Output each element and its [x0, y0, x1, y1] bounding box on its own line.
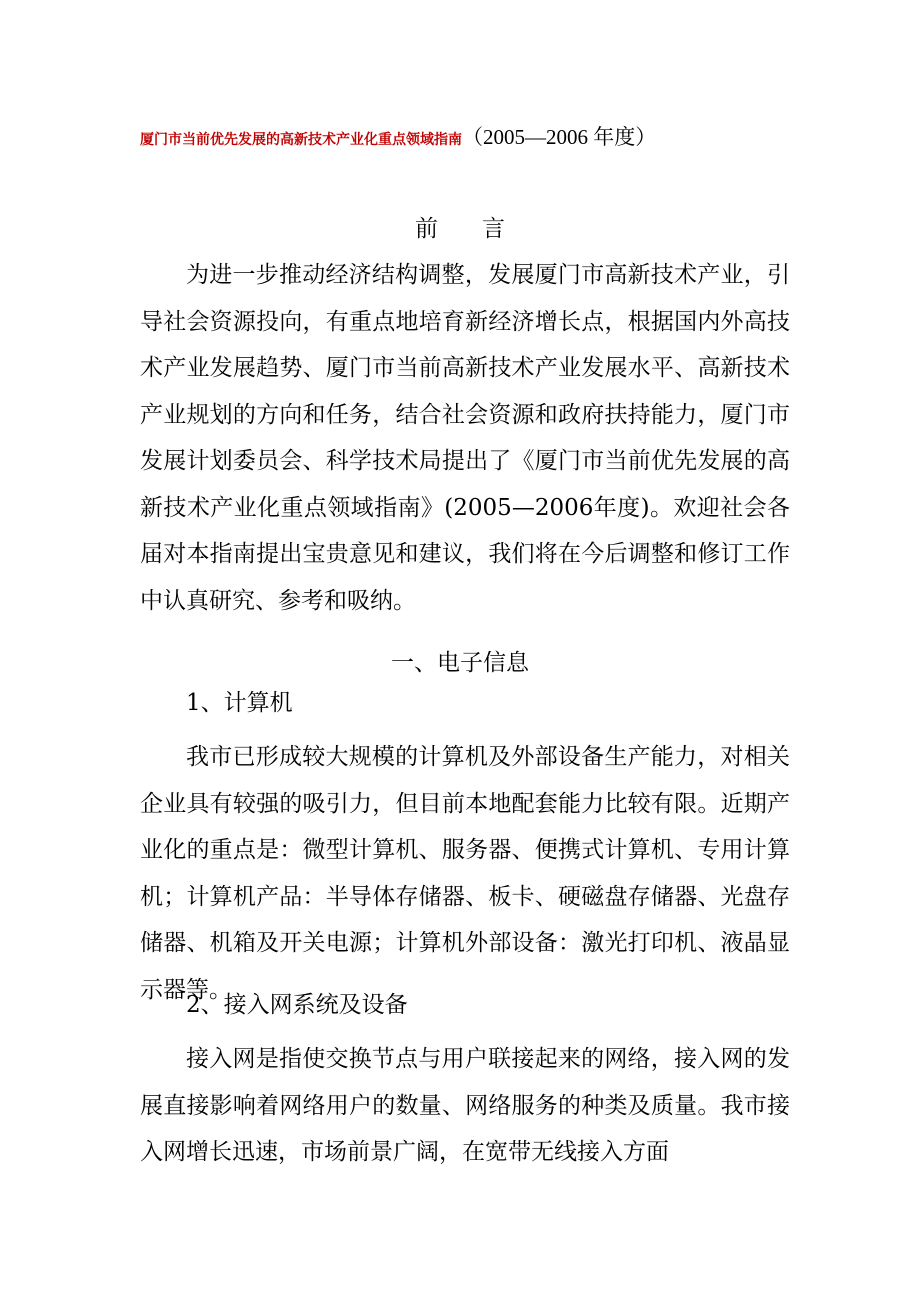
section-heading: 一、电子信息 — [391, 650, 529, 676]
subsection-computer-title: 1、计算机 — [186, 690, 293, 716]
document-title — [140, 122, 840, 155]
foreword-heading — [0, 214, 920, 244]
subsection-computer-paragraph: 我市已形成较大规模的计算机及外部设备生产能力，对相关企业具有较强的吸引力，但目前本地配套能力比较有限。近期产业化的重点是：微型计算机、服务器、便携式计算机、专用计算机；计算机产品：半导体存储器、板卡、硬磁盘存储器、光盘存储器、机箱及开关电源；计算机外部设备：激光打印机、液晶显示器等。 — [140, 744, 790, 1003]
document-title-year: （2005—2006 年度） — [462, 125, 657, 149]
foreword-paragraph: 为进一步推动经济结构调整，发展厦门市高新技术产业，引导社会资源投向，有重点地培育新经济增长点，根据国内外高技术产业发展趋势、厦门市当前高新技术产业发展水平、高新技术产业规划的方向和任务，结合社会资源和政府扶持能力，厦门市发展计划委员会、科学技术局提出了《厦门市当前优先发展的高新技术产业化重点领域指南》(2005—2006年度)。欢迎社会各届对本指南提出宝贵意见和建议，我们将在今后调整和修订工作中认真研究、参考和吸纳。 — [140, 262, 790, 614]
foreword-heading-right: 言 — [482, 216, 505, 242]
foreword-heading-left: 前 — [415, 216, 438, 242]
subsection-access-network-paragraph: 接入网是指使交换节点与用户联接起来的网络，接入网的发展直接影响着网络用户的数量、网络服务的种类及质量。我市接入网增长迅速，市场前景广阔，在宽带无线接入方面 — [140, 1046, 790, 1165]
document-title-main: 厦门市当前优先发展的高新技术产业化重点领域指南 — [140, 132, 462, 148]
subsection-access-network-title: 2、接入网系统及设备 — [186, 992, 408, 1018]
